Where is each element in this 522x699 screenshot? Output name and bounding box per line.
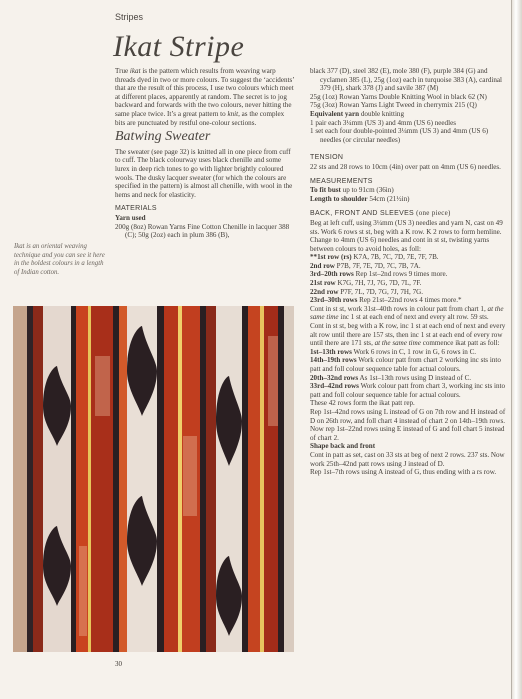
fabric-stripe — [33, 306, 43, 652]
instruction-row-text: P7B, 7F, 7E, 7D, 7C, 7B, 7A. — [334, 261, 421, 270]
shape-text: Cont in patt as set, cast on 33 sts at beg of next 2 rows. 237 sts. Now work 25th–42nd patt rows using J instead of D. — [310, 450, 505, 468]
back-change: Change to 4mm (US 6) needles and cont in st st, twisting yarns between colours to avoid holes, as foll: — [310, 236, 490, 253]
instruction-row-label: 3rd–20th rows — [310, 270, 354, 279]
cont-1-b: inc 1 st at each end of next and every alt row. 59 sts. — [338, 313, 489, 322]
body-paragraph: The sweater (see page 32) is knitted all in one piece from cuff to cuff. The black colourway uses black chenille and some lurex in deep rich tones to go with lighter brightly coloured wools. The dusky lacquer sweater (for which the colours are specified in the pattern) is almost all chenille, with wool in the hems and neck for elasticity. — [115, 147, 293, 199]
instruction-row-text: Rep 1st–2nd rows 9 times more. — [353, 270, 448, 279]
needle-line: 1 pair each 3¼mm (US 3) and 4mm (US 6) needles — [310, 118, 456, 127]
instruction-row-label: 21st row — [310, 279, 336, 288]
instruction-row-text: Work 6 rows in C, 1 row in G, 6 rows in C. — [351, 347, 477, 356]
yarn-used-label: Yarn used — [115, 213, 146, 222]
instruction-row-text: Rep 21st–22nd rows 4 times more.* — [357, 296, 462, 305]
instruction-row-label: 14th–19th rows — [310, 356, 357, 365]
fabric-stripe — [27, 306, 33, 652]
cont-1-i: at the same time — [310, 304, 504, 322]
bust-line — [310, 186, 510, 195]
cont-2-a: Cont in st st, beg with a K row, inc 1 st at each end of next and every alt row until there are 157 sts, then inc 1 st at each end of every row until there are 171 sts, — [310, 322, 506, 348]
instruction-row-text: K7G, 7H, 7J, 7G, 7D, 7L, 7F. — [335, 279, 422, 288]
section-heading: Stripes — [115, 12, 144, 22]
photo-caption: Ikat is an oriental weaving technique and you can see it here in the boldest colours in a length of Indian cotton. — [14, 243, 105, 276]
subheading: Batwing Sweater — [115, 129, 211, 145]
equivalent-yarn-text: double knitting — [359, 109, 405, 118]
ikat-fabric-photo — [13, 306, 294, 652]
yarn-line: black 377 (D), steel 382 (E), mole 380 (F), purple 384 (G) and cyclamen 385 (L), 25g (1oz) each in turquoise 383 (A), cardinal 379 (H), shark 378 (J) and savile 387 (M) — [310, 67, 503, 93]
instruction-row-text: As 1st–13th rows using D instead of C. — [358, 373, 472, 382]
page-number: 30 — [115, 660, 122, 668]
ikat-streak — [95, 356, 110, 416]
fabric-stripe — [242, 306, 248, 652]
tension-heading: TENSION — [310, 154, 344, 162]
instruction-row — [310, 374, 510, 383]
back-heading-text: BACK, FRONT AND SLEEVES — [310, 210, 415, 218]
instruction-row-label: 2nd row — [310, 261, 335, 270]
instruction-row — [310, 279, 510, 288]
instruction-row — [310, 296, 510, 305]
ikat-streak — [79, 546, 87, 636]
instruction-row — [310, 288, 510, 297]
intro-fragment: True — [115, 67, 130, 75]
instruction-row-text: Work colour patt from chart 3, working inc sts into patt and foll colour sequence table for actual colours. — [310, 382, 506, 399]
ikat-streak — [268, 336, 278, 426]
instruction-row-label: **1st row (rs) — [310, 253, 352, 262]
cont-paragraph-1 — [310, 305, 510, 322]
back-intro: Beg at left cuff, using 3¼mm (US 3) needles and yarn N, cast on 49 sts. Work 6 rows st st, beg with a K row. K 2 rows to form hemline. — [310, 218, 503, 236]
cont-1-a: Cont in st st, work 31st–40th rows in colour patt from chart 1, — [310, 304, 488, 313]
fabric-stripe — [200, 306, 206, 652]
fabric-stripe — [260, 306, 264, 652]
needle-line: 1 set each four double-pointed 3¼mm (US 3) and 4mm (US 6) needles (or circular needles) — [310, 127, 489, 144]
back-heading-note: (one piece) — [414, 209, 451, 218]
equivalent-yarn — [310, 110, 510, 119]
para-after: These 42 rows form the ikat patt rep. — [310, 399, 415, 408]
cont-2-b: commence ikat patt as foll: — [420, 339, 500, 348]
cont-paragraph-2 — [310, 322, 510, 348]
ikat-fabric-image — [13, 306, 294, 652]
instruction-row — [310, 382, 510, 399]
instruction-row — [310, 348, 510, 357]
instruction-row-label: 20th–32nd rows — [310, 373, 359, 382]
yarn-list — [310, 67, 510, 110]
fabric-stripe — [206, 306, 216, 652]
book-edge — [511, 0, 522, 699]
yarn-used-text: 200g (8oz) Rowan Yarns Fine Cotton Chenille in lacquer 388 (C); 50g (2oz) each in plum 386 (B), — [115, 222, 290, 240]
intro-fragment: , as the complex bits are punctuated by restful one-colour sections. — [115, 109, 285, 127]
yarn-line: 75g (3oz) Rowan Yarns Light Tweed in cherrymix 215 (Q) — [310, 101, 477, 110]
ikat-streak — [183, 436, 197, 516]
instruction-row-label: 23rd–30th rows — [310, 296, 358, 305]
fabric-stripe — [119, 306, 127, 652]
fabric-stripe — [113, 306, 119, 652]
instruction-row — [310, 356, 510, 373]
tension-text: 22 sts and 28 rows to 10cm (4in) over patt on 4mm (US 6) needles. — [310, 162, 501, 171]
fabric-stripe — [178, 306, 182, 652]
cont-2-i: at the same time — [374, 339, 421, 348]
yarn-line: 25g (1oz) Rowan Yarns Double Knitting Wool in black 62 (N) — [310, 92, 487, 101]
intro-paragraph — [115, 67, 295, 127]
length-label: Length to shoulder — [310, 194, 368, 203]
instruction-row-label: 1st–13th rows — [310, 347, 352, 356]
ikat-row-instructions — [310, 348, 510, 400]
instruction-row-label: 22nd row — [310, 287, 339, 296]
page-title: Ikat Stripe — [113, 30, 245, 63]
fabric-stripe — [88, 306, 91, 652]
left-column — [115, 67, 295, 240]
instruction-row — [310, 253, 510, 262]
intro-fragment: is the pattern which results from weaving warp threads dyed in two or more colours. To suggest the ‘accidents’ that are the result of this process, I use two colours which meet at different places, apparently at random. The secret is to jog backward and forwards with the two colours, never hitting the same place twice. It’s a great pattern to — [115, 67, 295, 118]
instruction-row-text: Work colour patt from chart 2 working inc sts into patt and foll colour sequence table for actual colours. — [310, 356, 501, 373]
fabric-stripe — [278, 306, 284, 652]
fabric-stripe — [284, 306, 294, 652]
fabric-stripe — [164, 306, 178, 652]
fabric-stripe — [248, 306, 260, 652]
instruction-row-label: 33rd–42nd rows — [310, 382, 359, 391]
fabric-stripe — [71, 306, 76, 652]
needles-list — [310, 119, 510, 145]
row-instructions — [310, 253, 510, 305]
measurements-heading: MEASUREMENTS — [310, 177, 373, 185]
shape-heading: Shape back and front — [310, 442, 376, 451]
length-text: 54cm (21½in) — [367, 194, 410, 203]
back-heading — [310, 209, 510, 219]
final-text: Rep 1st–7th rows using A instead of G, thus ending with a rs row. — [310, 468, 497, 477]
instruction-row-text: P7F, 7L, 7D, 7G, 7J, 7H, 7G. — [338, 287, 424, 296]
right-column — [310, 67, 510, 477]
instruction-row — [310, 270, 510, 279]
instruction-row-text: K7A, 7B, 7C, 7D, 7E, 7F, 7B. — [351, 253, 439, 262]
bust-text: up to 91cm (36in) — [340, 186, 394, 195]
bust-label: To fit bust — [310, 186, 341, 195]
intro-fragment: ikat — [129, 67, 141, 75]
instruction-row — [310, 262, 510, 271]
materials-heading: MATERIALS — [115, 205, 157, 213]
fabric-stripe — [13, 306, 27, 652]
repeat-text: Rep 1st–42nd rows using L instead of G on 7th row and H instead of D on 26th row, and foll chart 4 instead of chart 2 on 14th–19th rows. Now rep 1st–22nd rows using E instead of G and foll chart 5 instead of chart 2. — [310, 407, 506, 442]
equivalent-yarn-label: Equivalent yarn — [310, 109, 360, 118]
length-line — [310, 195, 510, 204]
intro-fragment: knit — [227, 109, 239, 118]
fabric-stripe — [157, 306, 164, 652]
